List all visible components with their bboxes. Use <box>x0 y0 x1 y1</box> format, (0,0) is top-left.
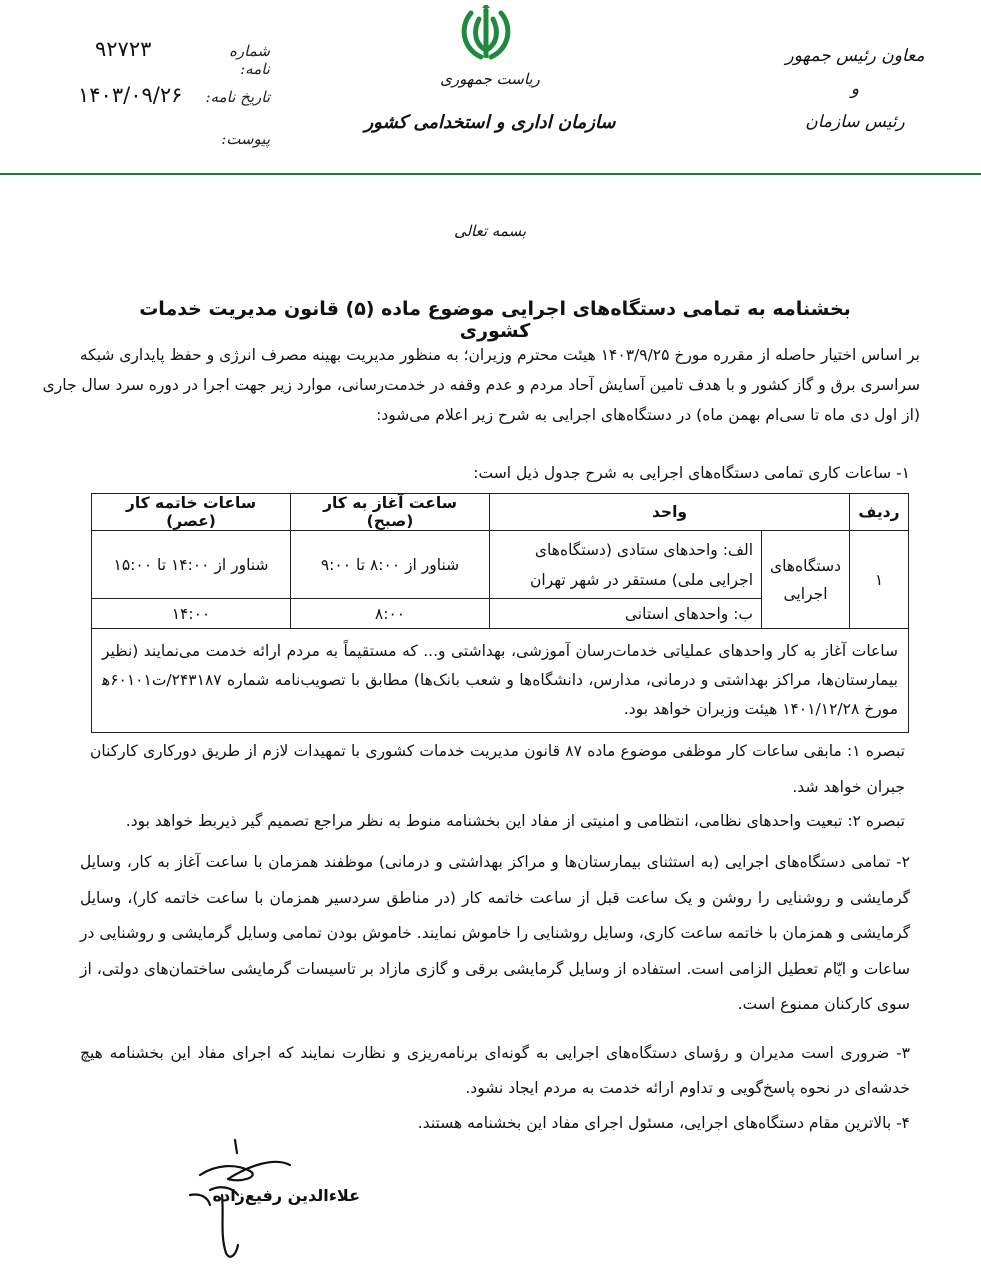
signatory-name: علاءالدین رفیع‌زاده <box>212 1186 360 1205</box>
intro-line: (از اول دی ماه تا سی‌ام بهمن ماه) در دستگاه‌های اجرایی به شرح زیر اعلام می‌شود: <box>376 406 920 424</box>
item-3: ۳- ضروری است مدیران و رؤسای دستگاه‌های اجرایی به گونه‌ای برنامه‌ریزی و نظارت نمایند که اجرای مفاد این بخشنامه هیچ خدشه‌ای در نحوه پاسخ‌گویی و تداوم ارائه خدمت به مردم ایجاد نشود. <box>80 1044 910 1097</box>
col-header-start: ساعت آغاز به کار (صبح) <box>291 494 490 531</box>
working-hours-table <box>91 493 909 733</box>
note-1: تبصره ۱: مابقی ساعات کار موظفی موضوع ماده ۸۷ قانون مدیریت خدمات کشوری با تمهیدات لازم از طریق دورکاری کارکنان جبران خواهد شد. <box>90 742 905 796</box>
sender-title-line2: و <box>850 79 860 99</box>
col-header-row: ردیف <box>850 494 909 531</box>
item-2: ۲- تمامی دستگاه‌های اجرایی (به استثنای بیمارستان‌ها و مراکز بهداشتی و درمانی) موظفند همزمان با ساعت آغاز به کار، وسایل گرمایشی و روشنایی را روشن و یک ساعت قبل از ساعت خاتمه کار (در مناطق سردسیر همزمان با ساعت خاتمه کار)، وسایل گرمایشی و همزمان با خاتمه ساعت کاری، وسایل روشنایی را خاموش نمایند. خاموش بودن تمامی وسایل گرمایشی و روشنایی در ساعات و ایّام تعطیل الزامی است. استفاده از وسایل گرمایشی برقی و گازی مازاد بر تاسیسات گرمایشی ساختمان‌های دولتی، از سوی کارکنان ممنوع است. <box>80 853 910 1013</box>
organization-name: سازمان اداری و استخدامی کشور <box>364 112 616 133</box>
end-b-cell: ۱۴:۰۰ <box>92 599 291 629</box>
sender-title-line1: معاون رئیس جمهور <box>785 46 925 66</box>
header-divider <box>0 173 981 175</box>
letter-number-value: ۹۲۷۲۳ <box>95 37 152 61</box>
letter-date-label: تاریخ نامه: <box>205 88 270 106</box>
table-note-cell: ساعات آغاز به کار واحدهای عملیاتی خدمات‌رسان آموزشی، بهداشتی و... که مستقیماً به مردم ارائه خدمت می‌نمایند (نظیر بیمارستان‌ها، مراکز بهداشتی و درمانی، مدارس، دانشگاه‌ها و شعب بانک‌ها) مطابق با تصویب‌نامه شماره ۲۴۳۱۸۷/ت۶۰۱۰۱ه‍ مورخ ۱۴۰۱/۱۲/۲۸ هیئت وزیران خواهد بود. <box>92 629 909 733</box>
item-4: ۴- بالاترین مقام دستگاه‌های اجرایی، مسئول اجرای مفاد این بخشنامه هستند. <box>417 1114 910 1132</box>
unit-b-cell: ب: واحدهای استانی <box>490 599 762 629</box>
start-a-cell: شناور از ۸:۰۰ تا ۹:۰۰ <box>291 531 490 599</box>
iran-emblem-icon <box>455 5 517 65</box>
col-header-end: ساعات خاتمه کار (عصر) <box>92 494 291 531</box>
intro-line: سراسری برق و گاز کشور و با هدف تامین آسایش آحاد مردم و عدم وقفه در خدمت‌رسانی، موارد زیر جهت اجرا در دوره سرد سال جاری <box>42 376 920 394</box>
attachment-label: پیوست: <box>221 130 270 148</box>
sender-title <box>780 40 930 139</box>
intro-paragraph <box>42 340 920 430</box>
row-group: دستگاه‌های اجرایی <box>762 531 850 629</box>
presidency-label: ریاست جمهوری <box>440 70 540 88</box>
unit-a-cell: الف: واحدهای ستادی (دستگاه‌های اجرایی ملی) مستقر در شهر تهران <box>490 531 762 599</box>
sender-title-line3: رئیس سازمان <box>805 112 905 132</box>
intro-line: بر اساس اختیار حاصله از مقرره مورخ ۱۴۰۳/۹/۲۵ هیئت محترم وزیران؛ به منظور مدیریت بهینه مصرف انرژی و حفظ پایداری شبکه <box>79 346 920 364</box>
start-b-cell: ۸:۰۰ <box>291 599 490 629</box>
basmala: بسمه تعالی <box>453 222 527 240</box>
item-1: ۱- ساعات کاری تمامی دستگاه‌های اجرایی به شرح جدول ذیل است: <box>473 464 910 482</box>
row-number: ۱ <box>850 531 909 629</box>
letter-date-value: ۱۴۰۳/۰۹/۲۶ <box>78 83 183 107</box>
letter-number-label: شماره نامه: <box>229 42 270 78</box>
note-2: تبصره ۲: تبعیت واحدهای نظامی، انتظامی و امنیتی از مفاد این بخشنامه منوط به نظر مراجع تصمیم گیر ذیربط خواهد بود. <box>125 812 905 830</box>
document-title: بخشنامه به تمامی دستگاه‌های اجرایی موضوع ماده (۵) قانون مدیریت خدمات کشوری <box>139 298 851 342</box>
col-header-unit: واحد <box>490 494 850 531</box>
end-a-cell: شناور از ۱۴:۰۰ تا ۱۵:۰۰ <box>92 531 291 599</box>
